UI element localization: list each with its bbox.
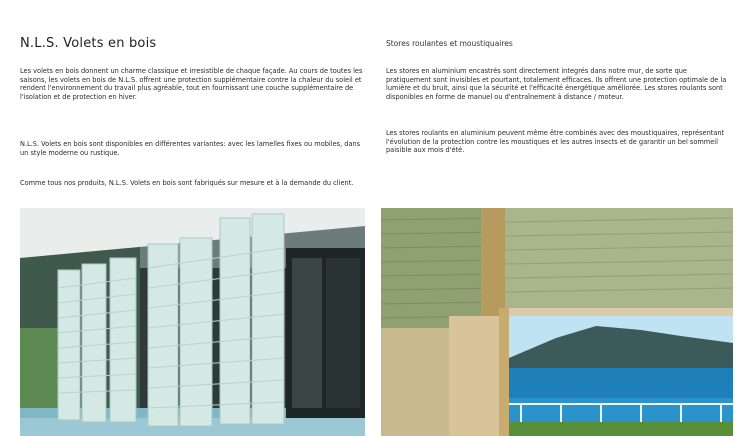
left-paragraph-3: Comme tous nos produits, N.L.S. Volets en bois sont fabriqués sur mesure et à la demande du client. [20, 179, 354, 187]
right-paragraph-1: Les stores en aluminium encastrés sont directement integrés dans notre mur, de sorte que pratiquement sont invisibles et pourtant, totalement efficaces. Ils offrent une protection optimale de la lumière et du bruit, ainsi que la sécurité et l'efficacité énergétique améliorée. Les stores roulants sont disponibles en forme de manuel ou d'entraînement à distance / moteur. [386, 67, 727, 101]
left-paragraph-1: Les volets en bois donnent un charme classique et irresistible de chaque façade. Au cours de toutes les saisons, les volets en bois de N.L.S. offrent une protection supplémentaire contre la chaleur du soleil et rendent l'environnement du travail plus agréable, tout en fournissant une couche supplémentaire de l'isolation et de protection en hiver. [20, 67, 363, 101]
right-paragraph-2: Les stores roulants en aluminium peuvent même être combinés avec des moustiquaires, représentant l'évolution de la protection contre les moustiques et les autres insects et de garantir un bel sommeil paisible aux mois d'été. [386, 129, 725, 155]
wooden-shutters-photo [20, 208, 365, 436]
left-paragraph-2: N.L.S. Volets en bois sont disponibles en différentes variantes: avec les lamelles fixes ou mobiles, dans un style moderne ou rustique. [20, 140, 361, 157]
roller-shutters-photo [381, 208, 733, 436]
left-title: N.L.S. Volets en bois [20, 36, 157, 51]
right-title: Stores roulantes et moustiquaires [386, 39, 513, 48]
